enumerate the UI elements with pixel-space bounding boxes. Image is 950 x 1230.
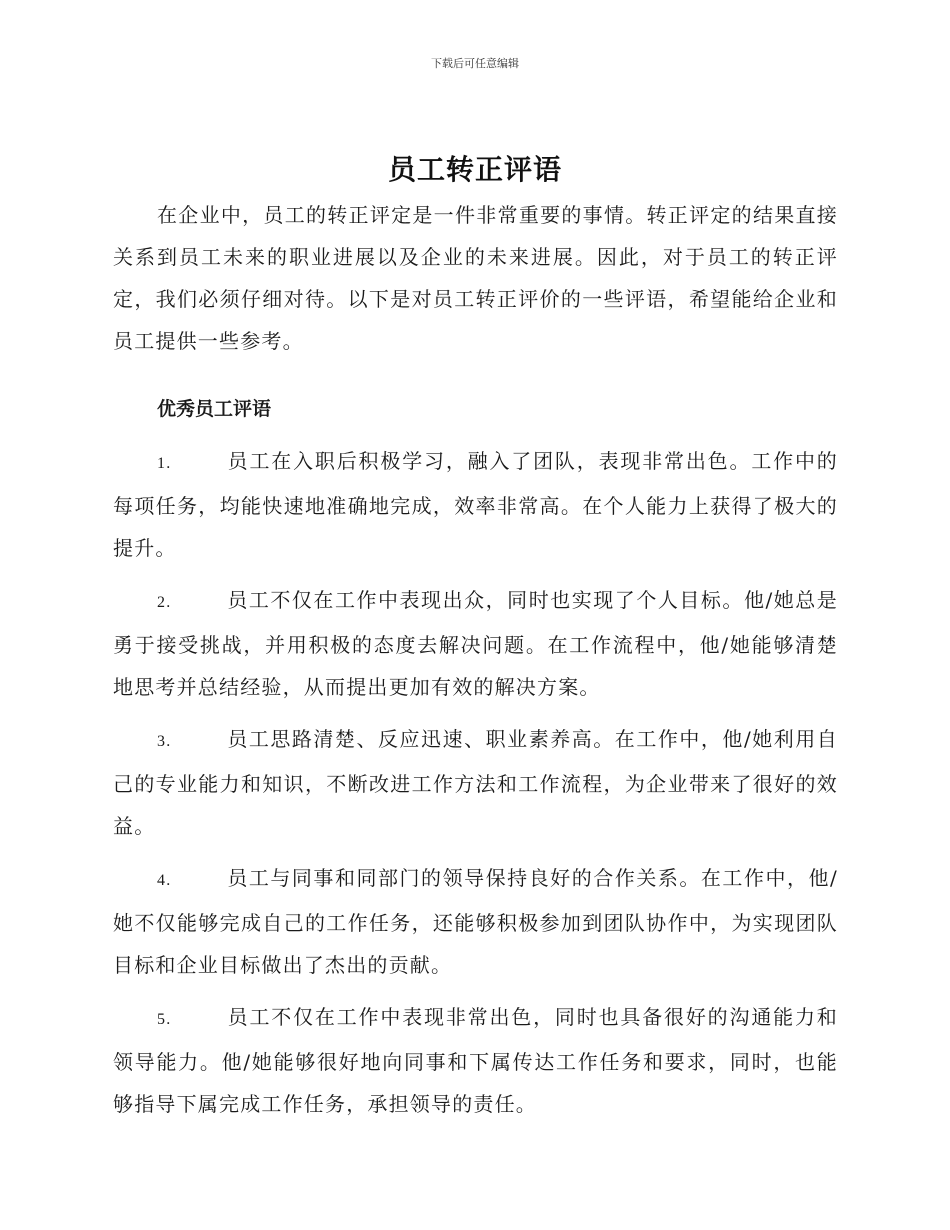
list-item [113, 579, 838, 708]
list-item-number: 3. [157, 733, 172, 750]
document-body [113, 194, 838, 1125]
list-item [113, 857, 838, 986]
list-item-text: 员工与同事和同部门的领导保持良好的合作关系。在工作中，他/她不仅能够完成自己的工作任务，还能够积极参加到团队协作中，为实现团队目标和企业目标做出了杰出的贡献。 [113, 866, 838, 977]
header-note: 下载后可任意编辑 [431, 57, 519, 70]
page-title: 员工转正评语 [387, 153, 562, 186]
intro-paragraph: 在企业中，员工的转正评定是一件非常重要的事情。转正评定的结果直接关系到员工未来的职业进展以及企业的未来进展。因此，对于员工的转正评定，我们必须仔细对待。以下是对员工转正评价的一些评语，希望能给企业和员工提供一些参考。 [113, 203, 838, 353]
section-heading: 优秀员工评语 [157, 398, 272, 420]
list-item-text: 员工思路清楚、反应迅速、职业素养高。在工作中，他/她利用自己的专业能力和知识，不断改进工作方法和工作流程，为企业带来了很好的效益。 [113, 727, 838, 838]
list-item-number: 5. [157, 1011, 172, 1028]
list-item-text: 员工不仅在工作中表现非常出色，同时也具备很好的沟通能力和领导能力。他/她能够很好地向同事和下属传达工作任务和要求，同时，也能够指导下属完成工作任务，承担领导的责任。 [113, 1005, 838, 1116]
list-item-text: 员工在入职后积极学习，融入了团队，表现非常出色。工作中的每项任务，均能快速地准确地完成，效率非常高。在个人能力上获得了极大的提升。 [113, 449, 838, 560]
list-item-number: 4. [157, 872, 172, 889]
list-item [113, 996, 838, 1125]
list-item [113, 718, 838, 847]
list-item-number: 2. [157, 594, 172, 611]
list-item [113, 440, 838, 569]
list-item-text: 员工不仅在工作中表现出众，同时也实现了个人目标。他/她总是勇于接受挑战，并用积极的态度去解决问题。在工作流程中，他/她能够清楚地思考并总结经验，从而提出更加有效的解决方案。 [113, 588, 838, 699]
list-item-number: 1. [157, 455, 172, 472]
